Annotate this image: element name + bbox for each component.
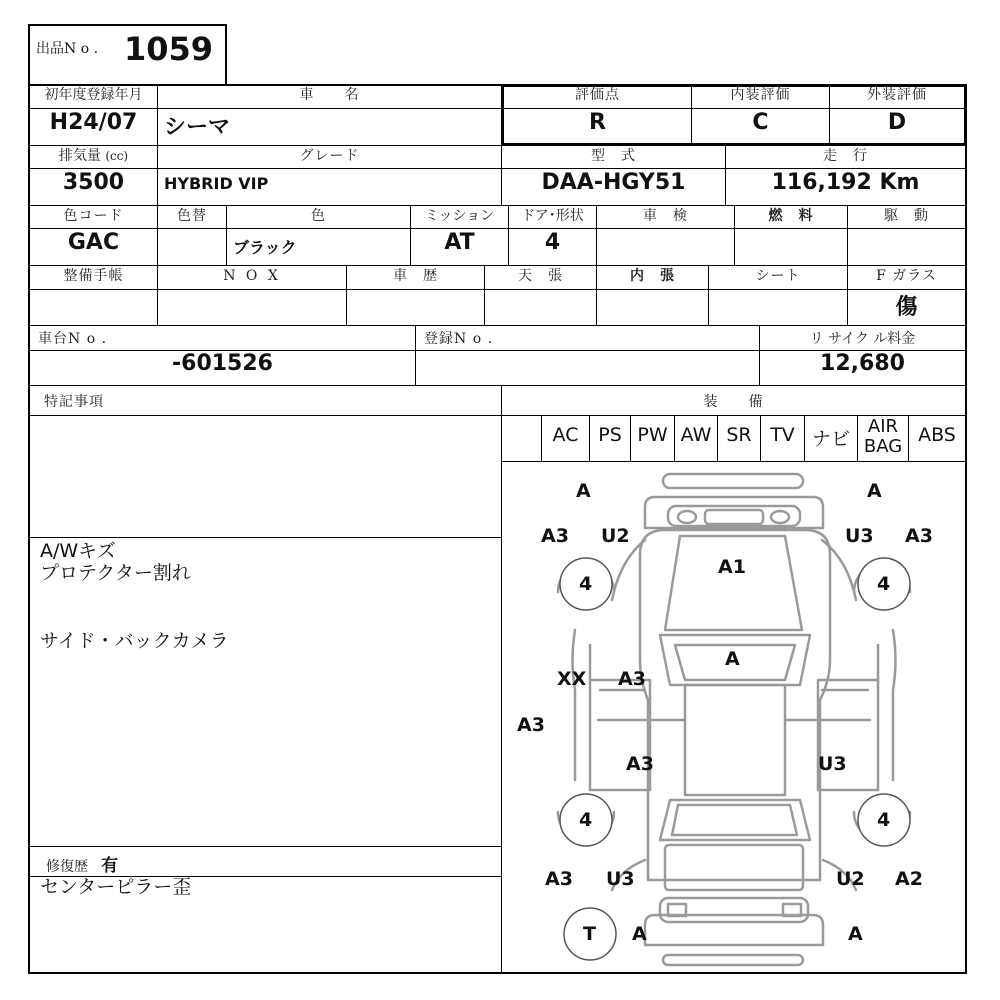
exterior-label: 外装評価 bbox=[867, 87, 927, 103]
color-value: ブラック bbox=[233, 238, 297, 257]
roof-lining-value bbox=[485, 290, 596, 324]
repair-note: センターピラー歪 bbox=[40, 876, 192, 898]
front-glass-value: 傷 bbox=[895, 295, 918, 320]
score-label: 評価点 bbox=[575, 87, 620, 103]
equip-sr: SR bbox=[726, 424, 752, 446]
mark-rear-right-corner: U2 bbox=[836, 868, 865, 890]
seat-value bbox=[709, 290, 847, 324]
equip-abs: ABS bbox=[918, 424, 956, 446]
recycle-fee-label: リ サイク ル料金 bbox=[809, 331, 916, 347]
registration-number-label: 登録N o . bbox=[424, 331, 494, 347]
registration-label: 初年度登録年月 bbox=[44, 87, 143, 103]
mark-front-left-bumper: A bbox=[576, 480, 591, 502]
inspection-value bbox=[597, 230, 734, 264]
inner-lining-label: 内 張 bbox=[630, 268, 675, 284]
grade-value: HYBRID VIP bbox=[164, 174, 269, 193]
note-line-1: A/Wキズ bbox=[40, 540, 116, 562]
car-name-label: 車 名 bbox=[299, 87, 360, 103]
fuel-label: 燃 料 bbox=[768, 208, 814, 224]
mark-front-right-fender: A3 bbox=[905, 525, 933, 547]
drive-value bbox=[848, 230, 965, 264]
equip-ac: AC bbox=[552, 424, 579, 446]
mark-rear-right-bumper: A bbox=[848, 923, 863, 945]
nox-value bbox=[158, 290, 346, 324]
car-history-label: 車 歴 bbox=[393, 268, 438, 284]
mark-left-side: A3 bbox=[517, 714, 545, 736]
note-line-3 bbox=[40, 585, 490, 607]
model-value: DAA-HGY51 bbox=[541, 170, 686, 195]
mark-wheel-front-left: 4 bbox=[579, 573, 593, 595]
mark-front-right-corner: U3 bbox=[845, 525, 874, 547]
car-diagram bbox=[502, 462, 965, 972]
maintenance-label: 整備手帳 bbox=[63, 268, 124, 284]
score-value: R bbox=[589, 110, 606, 135]
interior-value: C bbox=[752, 110, 769, 135]
color-code-label: 色コード bbox=[63, 208, 124, 224]
mark-rear-left-corner: U3 bbox=[606, 868, 635, 890]
mark-rear-left-bumper: A bbox=[632, 923, 647, 945]
mark-wheel-front-right: 4 bbox=[877, 573, 891, 595]
color-label: 色 bbox=[311, 208, 326, 224]
mark-rear-right-quarter: A2 bbox=[895, 868, 923, 890]
color-code-value: GAC bbox=[67, 230, 120, 255]
equip-tv: TV bbox=[770, 424, 795, 446]
mark-rear-left-quarter: A3 bbox=[545, 868, 573, 890]
car-name-value: シーマ bbox=[164, 115, 231, 140]
fuel-value bbox=[735, 230, 847, 264]
mark-front-right-bumper: A bbox=[867, 480, 882, 502]
notes-label: 特記事項 bbox=[44, 394, 104, 410]
registration-number-value bbox=[416, 351, 759, 384]
note-line-2: プロテクター割れ bbox=[40, 562, 191, 584]
mileage-label: 走 行 bbox=[823, 148, 868, 164]
lot-number: 1059 bbox=[124, 30, 214, 68]
repair-history-label: 修復歴 bbox=[46, 859, 88, 873]
inspection-label: 車 検 bbox=[643, 208, 688, 224]
door-value: 4 bbox=[544, 230, 561, 255]
mark-right-rear-door: U3 bbox=[818, 753, 847, 775]
displacement-value: 3500 bbox=[62, 170, 125, 195]
exterior-value: D bbox=[887, 110, 907, 135]
equipment-label: 装 備 bbox=[703, 394, 764, 410]
roof-lining-label: 天 張 bbox=[518, 268, 563, 284]
mark-wheel-rear-right: 4 bbox=[877, 809, 891, 831]
equip-airbag: AIR BAG bbox=[863, 417, 903, 457]
equip-ps: PS bbox=[598, 424, 622, 446]
mission-value: AT bbox=[444, 230, 475, 255]
chassis-label: 車台N o . bbox=[38, 331, 108, 347]
mark-left-front-door: A3 bbox=[618, 668, 646, 690]
drive-label: 駆 動 bbox=[884, 208, 929, 224]
maintenance-value bbox=[30, 290, 157, 324]
repair-history-value: 有 bbox=[101, 856, 119, 873]
color-change-value bbox=[158, 230, 226, 264]
car-history-value bbox=[347, 290, 484, 324]
mark-left-mirror: XX bbox=[557, 668, 587, 690]
mark-front-left-corner: U2 bbox=[601, 525, 630, 547]
interior-label: 内装評価 bbox=[730, 87, 791, 103]
mileage-value: 116,192 Km bbox=[771, 170, 920, 195]
color-change-label: 色替 bbox=[177, 208, 207, 224]
equip-aw: AW bbox=[680, 424, 712, 446]
door-label: ドア･形状 bbox=[521, 208, 584, 224]
front-glass-label: F ガラス bbox=[876, 268, 937, 284]
equip-pw: PW bbox=[637, 424, 668, 446]
mark-wheel-rear-left: 4 bbox=[579, 809, 593, 831]
repair-history bbox=[46, 851, 346, 873]
registration-value: H24/07 bbox=[49, 110, 138, 135]
displacement-label: 排気量 (cc) bbox=[58, 148, 129, 164]
mark-front-left-fender: A3 bbox=[541, 525, 569, 547]
mark-spare-tire: T bbox=[583, 923, 596, 945]
mark-windshield: A bbox=[725, 648, 740, 670]
seat-label: シート bbox=[755, 268, 801, 284]
model-label: 型 式 bbox=[591, 148, 636, 164]
lot-label: 出品N o . bbox=[36, 41, 99, 57]
grade-label: グレード bbox=[299, 148, 360, 164]
inner-lining-value bbox=[597, 290, 708, 324]
note-line-4: サイド・バックカメラ bbox=[40, 630, 229, 652]
nox-label: N O X bbox=[223, 268, 281, 284]
recycle-fee-value: 12,680 bbox=[820, 351, 905, 376]
equip-navi: ナビ bbox=[811, 428, 850, 450]
mission-label: ミッション bbox=[424, 208, 495, 224]
chassis-value: -601526 bbox=[172, 351, 273, 376]
mark-left-rear-door: A3 bbox=[626, 753, 654, 775]
mark-bonnet: A1 bbox=[718, 556, 746, 578]
